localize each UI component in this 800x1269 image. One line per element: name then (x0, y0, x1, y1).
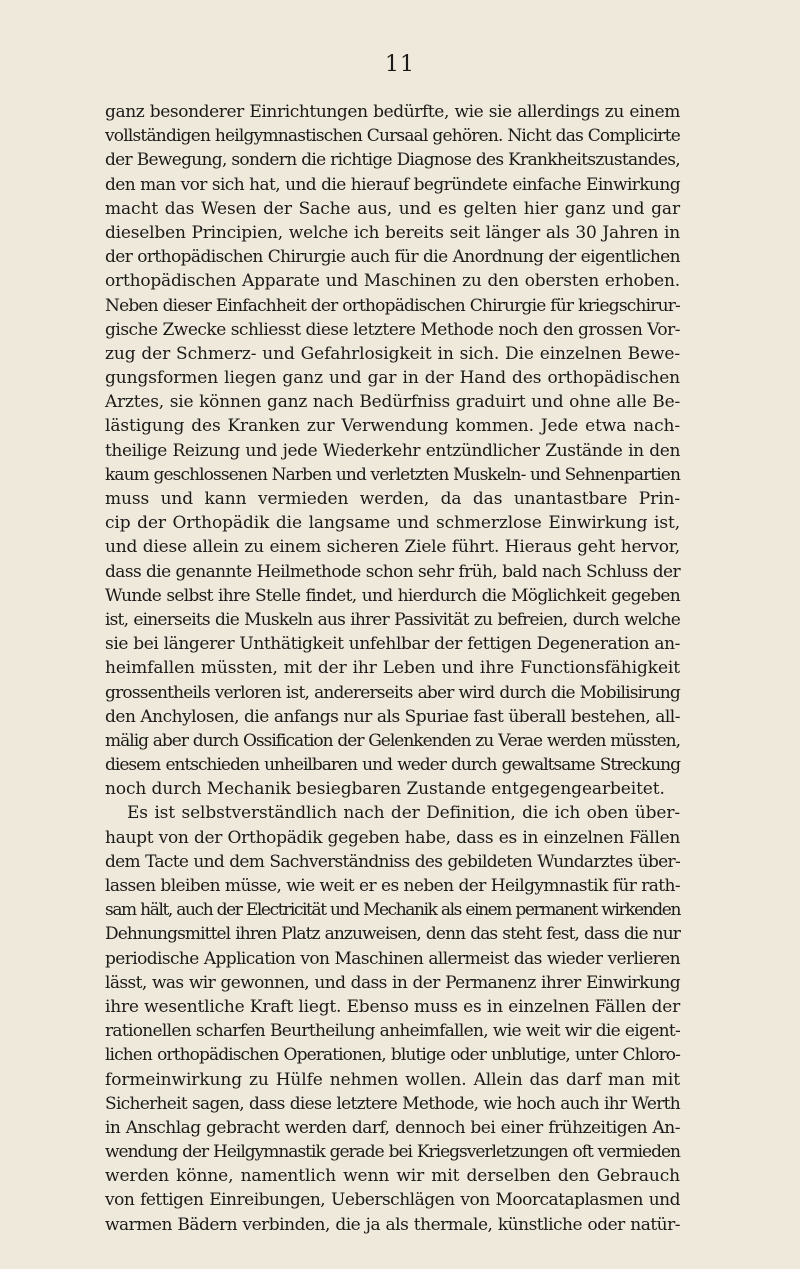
text-line: lästigung des Kranken zur Verwendung kommen. Jede etwa nach- (105, 416, 680, 437)
text-line: haupt von der Orthopädik gegeben habe, dass es in einzelnen Fällen (105, 827, 680, 848)
text-line: zug der Schmerz- und Gefahrlosigkeit in sich. Die einzelnen Bewe- (105, 343, 680, 364)
text-line: der Bewegung, sondern die richtige Diagnose des Krankheitszustandes, (105, 150, 680, 171)
text-line: den Anchylosen, die anfangs nur als Spuriae fast überall bestehen, all- (105, 706, 680, 727)
text-line: grossentheils verloren ist, andererseits aber wird durch die Mobilisirung (105, 682, 680, 703)
text-line: von fettigen Einreibungen, Ueberschlägen von Moorcataplasmen und (105, 1190, 680, 1211)
text-line: orthopädischen Apparate und Maschinen zu den obersten erhoben. (105, 271, 680, 292)
text-line: Arztes, sie können ganz nach Bedürfniss graduirt und ohne alle Be- (105, 392, 680, 413)
text-line: cip der Orthopädik die langsame und schmerzlose Einwirkung ist, (105, 513, 680, 534)
text-line: noch durch Mechanik besiegbaren Zustande entgegengearbeitet. (105, 779, 665, 800)
body-text (105, 100, 680, 1237)
text-line: und diese allein zu einem sicheren Ziele führt. Hieraus geht hervor, (105, 537, 680, 558)
text-line: Es ist selbstverständlich nach der Definition, die ich oben über- (127, 803, 680, 824)
text-line: dass die genannte Heilmethode schon sehr früh, bald nach Schluss der (105, 561, 680, 582)
text-line: der orthopädischen Chirurgie auch für die Anordnung der eigentlichen (105, 247, 680, 268)
text-line: sam hält, auch der Electricität und Mechanik als einem permanent wirkenden (105, 900, 680, 921)
text-line: werden könne, namentlich wenn wir mit derselben den Gebrauch (105, 1166, 680, 1187)
text-line: Dehnungsmittel ihren Platz anzuweisen, denn das steht fest, dass die nur (105, 924, 680, 945)
text-line: diesem entschieden unheilbaren und weder durch gewaltsame Streckung (105, 755, 680, 776)
text-line: formeinwirkung zu Hülfe nehmen wollen. Allein das darf man mit (105, 1069, 680, 1090)
text-line: lichen orthopädischen Operationen, blutige oder unblutige, unter Chloro- (105, 1045, 680, 1066)
text-line: kaum geschlossenen Narben und verletzten Muskeln- und Sehnenpartien (105, 464, 680, 485)
text-line: rationellen scharfen Beurtheilung anheimfallen, wie weit wir die eigent- (105, 1021, 680, 1042)
text-line: dieselben Principien, welche ich bereits seit länger als 30 Jahren in (105, 222, 680, 243)
text-line: gungsformen liegen ganz und gar in der Hand des orthopädischen (105, 368, 680, 389)
text-line: den man vor sich hat, und die hierauf begründete einfache Einwirkung (105, 174, 680, 195)
text-line: lässt, was wir gewonnen, und dass in der Permanenz ihrer Einwirkung (105, 972, 680, 993)
text-line: muss und kann vermieden werden, da das unantastbare Prin- (105, 489, 680, 509)
text-line: macht das Wesen der Sache aus, und es gelten hier ganz und gar (105, 198, 680, 219)
text-line: ganz besonderer Einrichtungen bedürfte, wie sie allerdings zu einem (105, 102, 680, 122)
text-line: lassen bleiben müsse, wie weit er es neben der Heilgymnastik für rath- (105, 876, 680, 896)
text-line: Wunde selbst ihre Stelle findet, und hierdurch die Möglichkeit gegeben (105, 585, 680, 606)
text-line: ist, einerseits die Muskeln aus ihrer Passivität zu befreien, durch welche (105, 609, 680, 630)
text-line: warmen Bädern verbinden, die ja als thermale, künstliche oder natür- (105, 1214, 680, 1235)
text-line: Neben dieser Einfachheit der orthopädischen Chirurgie für kriegschirur- (105, 295, 680, 316)
text-line: sie bei längerer Unthätigkeit unfehlbar der fettigen Degeneration an- (105, 634, 680, 655)
text-line: periodische Application von Maschinen allermeist das wieder verlieren (105, 948, 680, 969)
text-line: Sicherheit sagen, dass diese letztere Methode, wie hoch auch ihr Werth (105, 1093, 680, 1114)
text-line: vollständigen heilgymnastischen Cursaal gehören. Nicht das Complicirte (105, 126, 680, 147)
text-line: mälig aber durch Ossification der Gelenkenden zu Verae werden müssten, (105, 730, 680, 751)
page-number: 11 (385, 52, 415, 77)
text-line: in Anschlag gebracht werden darf, dennoch bei einer frühzeitigen An- (105, 1117, 680, 1138)
text-line: heimfallen müssten, mit der ihr Leben und ihre Functionsfähigkeit (105, 658, 680, 679)
text-line: gische Zwecke schliesst diese letztere Methode noch den grossen Vor- (105, 319, 680, 340)
text-line: dem Tacte und dem Sachverständniss des gebildeten Wundarztes über- (105, 851, 680, 872)
text-line: theilige Reizung und jede Wiederkehr entzündlicher Zustände in den (105, 440, 680, 461)
text-line: ihre wesentliche Kraft liegt. Ebenso muss es in einzelnen Fällen der (105, 996, 680, 1017)
text-line: wendung der Heilgymnastik gerade bei Kriegsverletzungen oft vermieden (105, 1142, 680, 1163)
